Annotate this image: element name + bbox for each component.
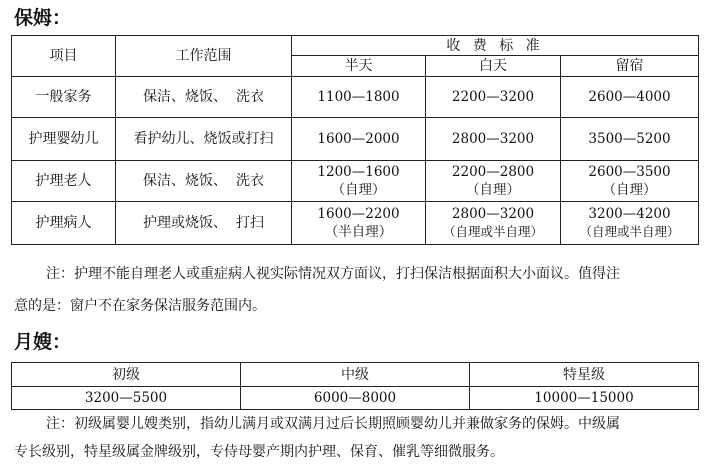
row-scope: 保洁、烧饭、 洗衣 bbox=[116, 161, 292, 202]
row-scope: 保洁、烧饭、 洗衣 bbox=[116, 77, 292, 118]
nanny-heading: 保姆： bbox=[14, 7, 72, 29]
table-row bbox=[12, 202, 699, 245]
fee-super-star: 10000—15000 bbox=[470, 387, 699, 410]
nanny-note-line1: 注：护理不能自理老人或重症病人视实际情况双方面议，打扫保洁根据面积大小面议。值得注 bbox=[46, 266, 620, 282]
row-live-note: （自理或半自理） bbox=[579, 224, 680, 239]
row-half-fee-cell bbox=[292, 202, 426, 245]
table-row bbox=[12, 161, 699, 202]
fee-middle: 6000—8000 bbox=[241, 387, 470, 410]
row-live-fee: 2600—4000 bbox=[561, 77, 699, 118]
header-day: 白天 bbox=[426, 56, 561, 77]
row-day-fee: 2800—3200 bbox=[451, 206, 535, 222]
row-half-fee-cell bbox=[292, 161, 426, 202]
row-day-fee-cell bbox=[426, 161, 561, 202]
row-item: 一般家务 bbox=[12, 77, 116, 118]
row-scope: 看护幼儿、烧饭或打扫 bbox=[116, 118, 292, 161]
row-half-note: （自理） bbox=[331, 182, 386, 198]
header-fee: 收 费 标 准 bbox=[292, 36, 699, 56]
row-live-fee-cell bbox=[561, 161, 699, 202]
row-item: 护理婴幼儿 bbox=[12, 118, 116, 161]
table-row bbox=[12, 77, 699, 118]
row-scope: 护理或烧饭、 打扫 bbox=[116, 202, 292, 245]
row-half-note: （半自理） bbox=[324, 224, 393, 240]
row-day-note: （自理） bbox=[466, 182, 520, 198]
row-item: 护理病人 bbox=[12, 202, 116, 245]
row-half-fee: 1600—2200 bbox=[317, 206, 400, 222]
row-day-fee: 2200—3200 bbox=[426, 77, 561, 118]
row-day-fee: 2200—2800 bbox=[451, 164, 535, 180]
fee-junior: 3200—5500 bbox=[12, 387, 241, 410]
row-half-fee: 1600—2000 bbox=[292, 118, 426, 161]
row-live-fee: 2600—3500 bbox=[588, 164, 671, 180]
row-half-fee: 1100—1800 bbox=[292, 77, 426, 118]
row-item: 护理老人 bbox=[12, 161, 116, 202]
row-live-fee: 3200—4200 bbox=[588, 206, 671, 222]
nanny-fee-table bbox=[11, 35, 699, 245]
row-live-fee-cell bbox=[561, 202, 699, 245]
table-row bbox=[12, 118, 699, 161]
row-day-fee-cell bbox=[426, 202, 561, 245]
row-day-note: （自理或半自理） bbox=[442, 224, 543, 239]
level-super-star: 特星级 bbox=[470, 363, 699, 387]
header-scope: 工作范围 bbox=[116, 36, 292, 77]
level-middle: 中级 bbox=[241, 363, 470, 387]
maternity-heading: 月嫂： bbox=[14, 331, 72, 353]
maternity-note-line1: 注：初级属婴儿嫂类别，指幼儿满月或双满月过后长期照顾婴幼儿并兼做家务的保姆。中级属 bbox=[46, 416, 620, 432]
header-half-day: 半天 bbox=[292, 56, 426, 77]
row-live-fee: 3500—5200 bbox=[561, 118, 699, 161]
maternity-note-line2: 专长级别，特星级属金牌级别，专侍母婴产期内护理、保育、催乳等细微服务。 bbox=[14, 444, 504, 460]
level-junior: 初级 bbox=[12, 363, 241, 387]
maternity-fee-table bbox=[11, 362, 699, 410]
row-day-fee: 2800—3200 bbox=[426, 118, 561, 161]
header-live-in: 留宿 bbox=[561, 56, 699, 77]
row-live-note: （自理） bbox=[602, 182, 657, 198]
header-item: 项目 bbox=[12, 36, 116, 77]
row-half-fee: 1200—1600 bbox=[317, 164, 400, 180]
nanny-note-line2: 意的是：窗户不在家务保洁服务范围内。 bbox=[14, 298, 266, 314]
